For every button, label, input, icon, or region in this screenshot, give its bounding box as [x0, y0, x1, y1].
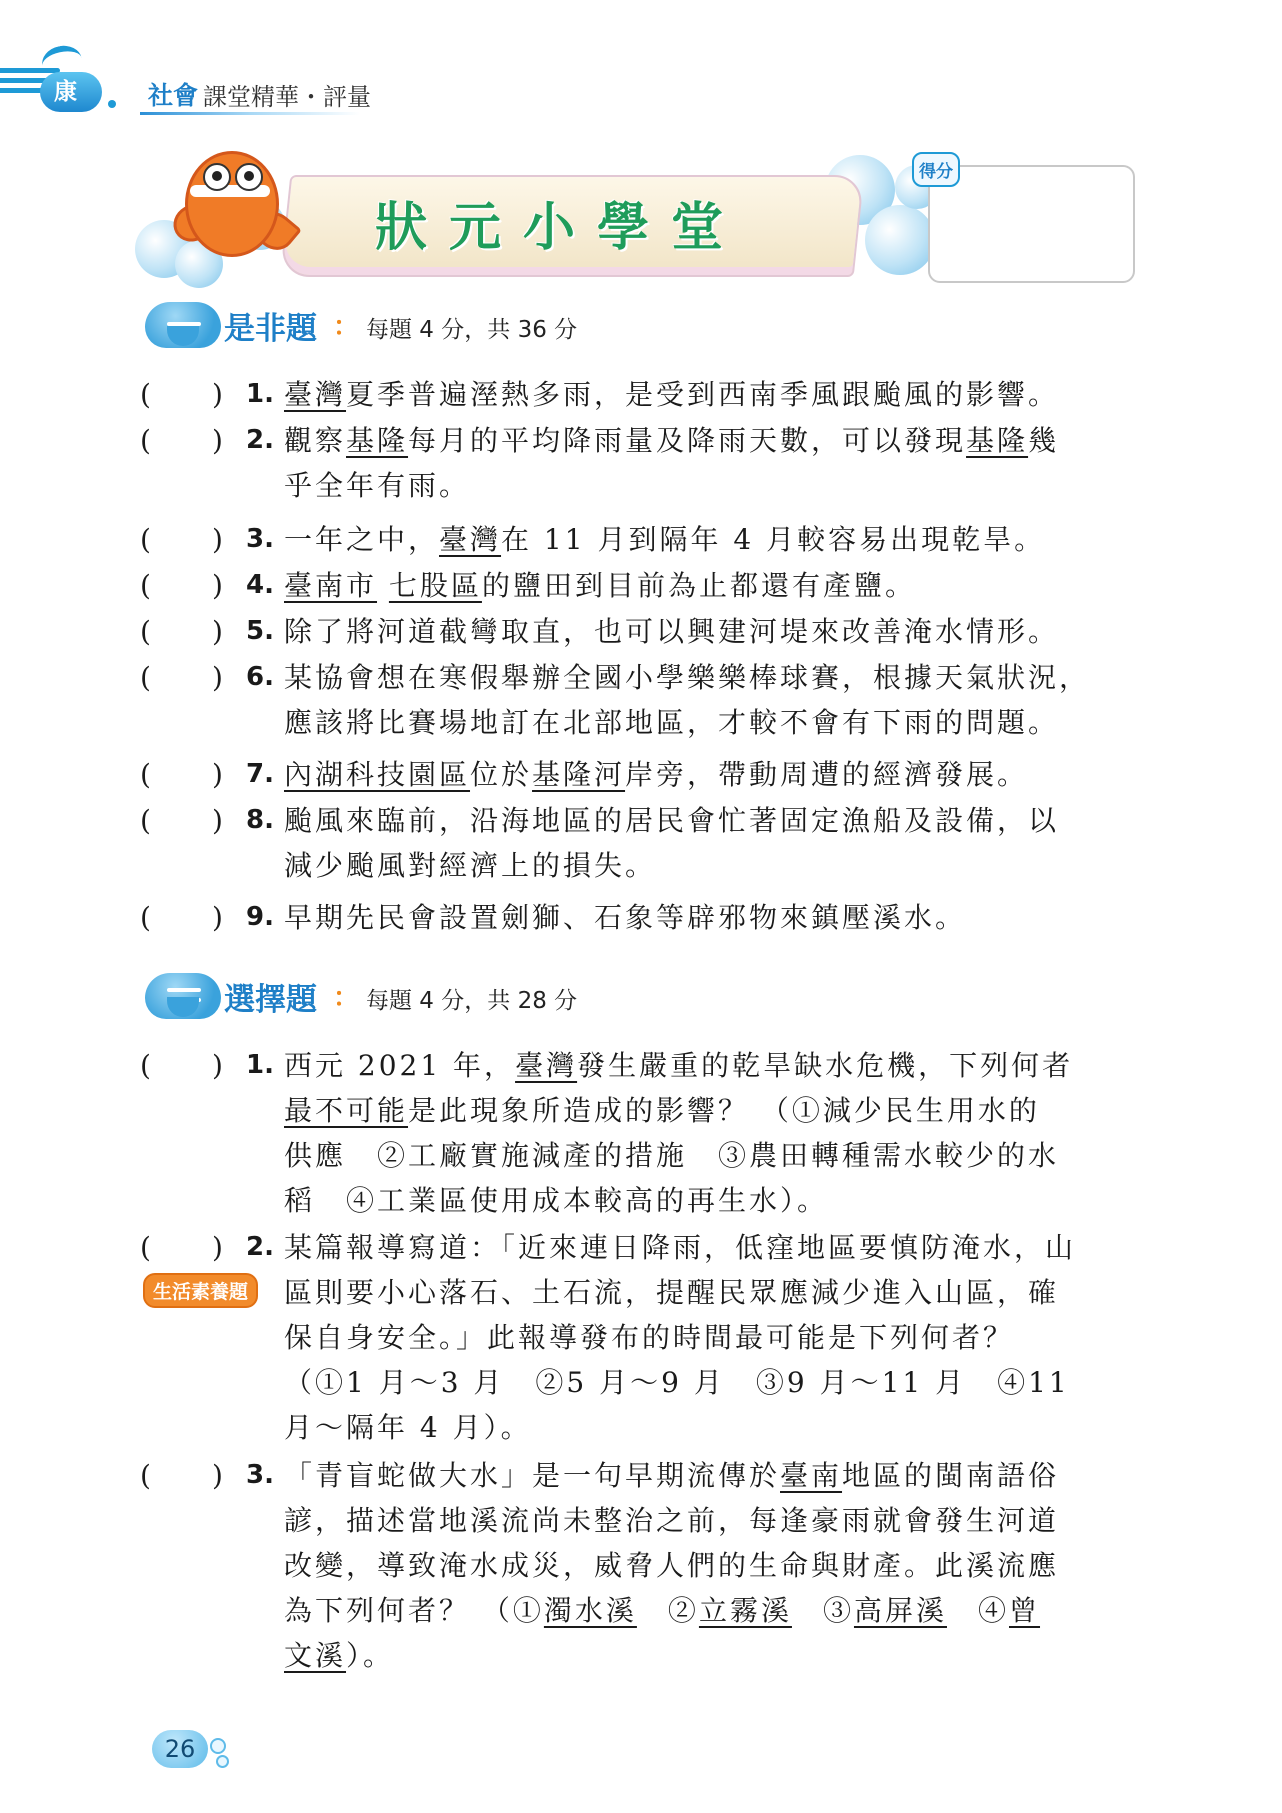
- question-text: [284, 1453, 1144, 1678]
- close-paren: ): [212, 378, 223, 411]
- question-line: 諺，描述當地溪流尚未整治之前，每逢豪雨就會發生河道: [284, 1504, 1060, 1537]
- question-number: 1.: [246, 379, 274, 409]
- section-number-badge: [145, 973, 221, 1019]
- close-paren: ): [212, 424, 223, 457]
- question-line: 區則要小心落石、土石流，提醒民眾應減少進入山區，確: [284, 1276, 1060, 1309]
- question-number: 1.: [246, 1050, 274, 1080]
- question-line: 臺南市 七股區的鹽田到目前為止都還有產鹽。: [284, 569, 916, 602]
- question-line: 「青盲蛇做大水」是一句早期流傳於臺南地區的閩南語俗: [284, 1459, 1060, 1492]
- question-line: 最不可能是此現象所造成的影響？ （①減少民生用水的: [284, 1094, 1040, 1127]
- open-paren: (: [140, 523, 151, 556]
- question-text: [284, 609, 1144, 654]
- question-line: 改變，導致淹水成災，威脅人們的生命與財產。此溪流應: [284, 1549, 1060, 1582]
- question-number: 6.: [246, 662, 274, 692]
- question-line: 乎全年有雨。: [284, 469, 471, 502]
- question-number: 2.: [246, 1232, 274, 1262]
- open-paren: (: [140, 569, 151, 602]
- open-paren: (: [140, 1049, 151, 1082]
- question-line: 供應 ②工廠實施減產的措施 ③農田轉種需水較少的水: [284, 1139, 1060, 1172]
- question-text: [284, 418, 1144, 508]
- question-line: 某篇報導寫道：「近來連日降雨，低窪地區要慎防淹水，山: [284, 1231, 1077, 1264]
- section-scoring-note: 每題 4 分，共 28 分: [366, 988, 578, 1014]
- question-line: 除了將河道截彎取直，也可以興建河堤來改善淹水情形。: [284, 615, 1060, 648]
- question-line: （①1 月～3 月 ②5 月～9 月 ③9 月～11 月 ④11: [284, 1366, 1070, 1399]
- question-line: 觀察基隆每月的平均降雨量及降雨天數，可以發現基隆幾: [284, 424, 1060, 457]
- header-underline: [140, 112, 360, 115]
- question-number: 3.: [246, 1460, 274, 1490]
- close-paren: ): [212, 569, 223, 602]
- section-title: 是非題: [224, 311, 317, 347]
- question-number: 8.: [246, 805, 274, 835]
- question-text: [284, 1043, 1144, 1223]
- open-paren: (: [140, 661, 151, 694]
- close-paren: ): [212, 1231, 223, 1264]
- question-number: 3.: [246, 524, 274, 554]
- open-paren: (: [140, 615, 151, 648]
- question-text: [284, 752, 1144, 797]
- question-line: 月～隔年 4 月）。: [284, 1411, 532, 1444]
- header-dot: [108, 100, 116, 108]
- open-paren: (: [140, 1459, 151, 1492]
- title-banner: [135, 145, 945, 290]
- subject-label: 社會: [148, 81, 199, 110]
- question-line: 保自身安全。」此報導發布的時間最可能是下列何者？: [284, 1321, 1015, 1354]
- close-paren: ): [212, 523, 223, 556]
- question-line: 文溪）。: [284, 1639, 395, 1672]
- banner-title: 狀元小學堂: [375, 198, 746, 258]
- open-paren: (: [140, 1231, 151, 1264]
- question-text: [284, 895, 1144, 940]
- score-label: 得分: [912, 152, 960, 187]
- question-number: 4.: [246, 570, 274, 600]
- question-line: 一年之中，臺灣在 11 月到隔年 4 月較容易出現乾旱。: [284, 523, 1046, 556]
- question-text: [284, 372, 1144, 417]
- publisher-badge: 康: [40, 72, 102, 112]
- question-line: 應該將比賽場地訂在北部地區，才較不會有下雨的問題。: [284, 706, 1060, 739]
- question-line: 西元 2021 年，臺灣發生嚴重的乾旱缺水危機，下列何者: [284, 1049, 1074, 1082]
- section-colon: ：: [333, 983, 360, 1013]
- question-text: [284, 563, 1144, 608]
- question-number: 9.: [246, 902, 274, 932]
- section-number-badge: [145, 302, 221, 348]
- question-line: 稻 ④工業區使用成本較高的再生水）。: [284, 1184, 829, 1217]
- question-number: 2.: [246, 425, 274, 455]
- question-text: [284, 655, 1144, 745]
- book-title: 課堂精華・評量: [203, 83, 371, 111]
- question-line: 內湖科技園區位於基隆河岸旁，帶動周遭的經濟發展。: [284, 758, 1029, 791]
- question-line: 颱風來臨前，沿海地區的居民會忙著固定漁船及設備，以: [284, 804, 1060, 837]
- section-colon: ：: [333, 312, 360, 342]
- close-paren: ): [212, 1459, 223, 1492]
- close-paren: ): [212, 1049, 223, 1082]
- close-paren: ): [212, 804, 223, 837]
- open-paren: (: [140, 901, 151, 934]
- section-scoring-note: 每題 4 分，共 36 分: [366, 317, 578, 343]
- score-box[interactable]: [928, 165, 1135, 283]
- open-paren: (: [140, 758, 151, 791]
- bubble-decoration: [216, 1755, 229, 1768]
- page-number: 26: [152, 1730, 208, 1768]
- question-number: 7.: [246, 759, 274, 789]
- question-number: 5.: [246, 616, 274, 646]
- question-line: 減少颱風對經濟上的損失。: [284, 849, 657, 882]
- section-title: 選擇題: [224, 982, 317, 1018]
- open-paren: (: [140, 378, 151, 411]
- bubble-decoration: [210, 1738, 226, 1754]
- question-line: 臺灣夏季普遍溼熱多雨，是受到西南季風跟颱風的影響。: [284, 378, 1060, 411]
- life-literacy-tag: 生活素養題: [143, 1273, 258, 1308]
- question-line: 早期先民會設置劍獅、石象等辟邪物來鎮壓溪水。: [284, 901, 967, 934]
- question-line: 為下列何者？ （①濁水溪 ②立霧溪 ③高屏溪 ④曾: [284, 1594, 1041, 1627]
- question-text: [284, 517, 1144, 562]
- open-paren: (: [140, 804, 151, 837]
- question-text: [284, 1225, 1144, 1450]
- open-paren: (: [140, 424, 151, 457]
- close-paren: ): [212, 758, 223, 791]
- close-paren: ): [212, 615, 223, 648]
- question-text: [284, 798, 1144, 888]
- question-line: 某協會想在寒假舉辦全國小學樂樂棒球賽，根據天氣狀況，: [284, 661, 1091, 694]
- close-paren: ): [212, 901, 223, 934]
- close-paren: ): [212, 661, 223, 694]
